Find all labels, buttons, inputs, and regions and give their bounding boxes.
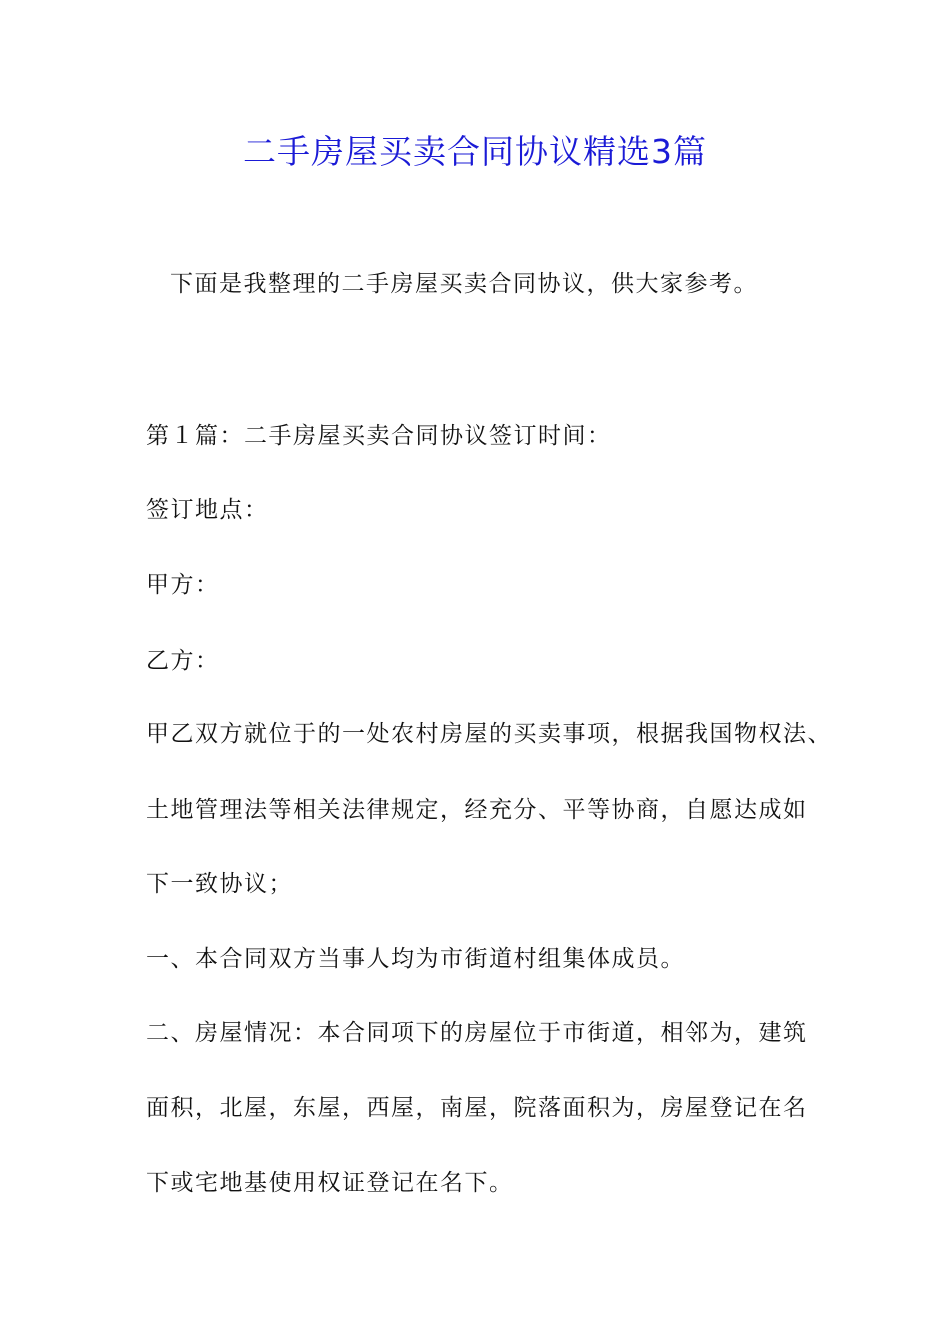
party-a-line: 甲方： xyxy=(146,572,220,598)
section-heading-line: 第１篇：二手房屋买卖合同协议签订时间： xyxy=(146,423,612,449)
signing-location-line: 签订地点： xyxy=(146,497,269,523)
body-text-line: 面积，北屋，东屋，西屋，南屋，院落面积为，房屋登记在名 xyxy=(146,1095,808,1121)
party-b-line: 乙方： xyxy=(146,648,220,674)
body-text-line: 甲乙双方就位于的一处农村房屋的买卖事项，根据我国物权法、 xyxy=(146,721,832,747)
body-text-line: 下或宅地基使用权证登记在名下。 xyxy=(146,1170,514,1196)
intro-paragraph: 下面是我整理的二手房屋买卖合同协议，供大家参考。 xyxy=(170,271,758,297)
clause-two-line: 二、房屋情况：本合同项下的房屋位于市街道，相邻为，建筑 xyxy=(146,1020,808,1046)
document-title: 二手房屋买卖合同协议精选3篇 xyxy=(243,132,707,171)
body-text-line: 土地管理法等相关法律规定，经充分、平等协商，自愿达成如 xyxy=(146,797,808,823)
body-text-line: 下一致协议； xyxy=(146,871,293,897)
clause-one-line: 一、本合同双方当事人均为市街道村组集体成员。 xyxy=(146,946,685,972)
